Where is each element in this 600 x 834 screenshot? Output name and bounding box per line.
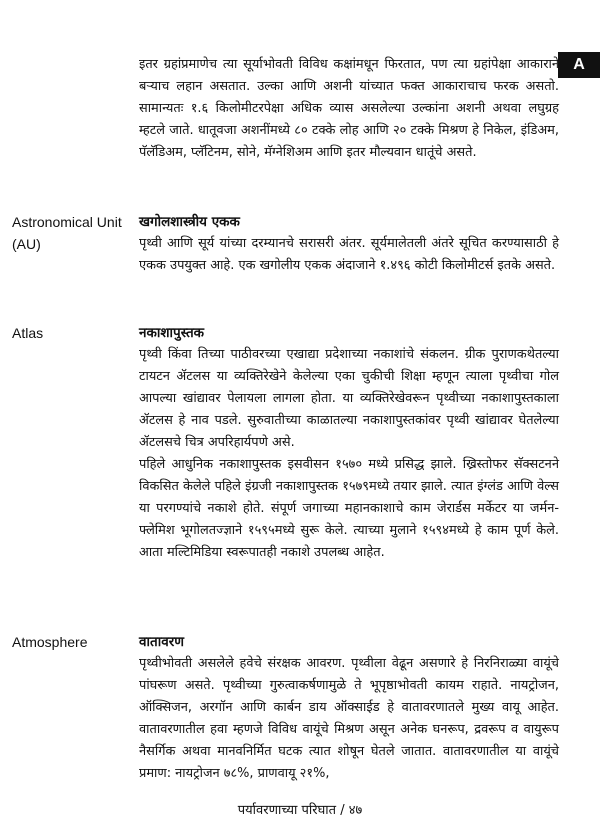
entry-term-atlas: Atlas [12,325,44,341]
entry-paragraph: पृथ्वी किंवा तिच्या पाठीवरच्या एखाद्या प्रदेशाच्या नकाशांचे संकलन. ग्रीक पुराणकथेतल्या टायटन ॲटलस या व्यक्तिरेखेने केलेल्या एका चुकीची शिक्षा म्हणून त्याला पृथ्वीचा गोल आपल्या खांद्यावर पेलायला लागला होता. या व्यक्तिरेखेवरून पृथ्वीच्या नकाशापुस्तकाला ॲटलस हे नाव पडले. सुरुवातीच्या काळातल्या नकाशापुस्तकांवर पृथ्वी खांद्यावर घेतलेल्या ॲटलसचे चित्र अपरिहार्यपणे असे. [139,347,559,450]
footer-book-title: पर्यावरणाच्या परिघात [237,803,337,818]
entry-paragraph: पृथ्वीभोवती असलेले हवेचे संरक्षक आवरण. पृथ्वीला वेढून असणारे हे निरनिराळ्या वायूंचे पांघरूण असते. पृथ्वीच्या गुरुत्वाकर्षणामुळे ते भूपृष्ठाभोवती कायम राहाते. नायट्रोजन, ऑक्सिजन, अरगॉन आणि कार्बन डाय ऑक्साईड हे वातावरणातले मुख्य वायू आहेत. वातावरणातील हवा म्हणजे विविध वायूंचे मिश्रण असून अनेक घनरूप, द्रवरूप व वायुरूप नैसर्गिक अथवा मानवनिर्मित घटक त्यात शोषून घेतले जातात. वातावरणातील या वायूंचे प्रमाण: नायट्रोजन ७८%, प्राणवायू २१%, [139,656,559,781]
entry-term-astronomical-unit: Astronomical Unit (AU) [12,214,122,252]
entry-heading-atlas: नकाशापुस्तक [139,325,205,341]
section-letter-tab [558,52,600,78]
entry-paragraph: पृथ्वी आणि सूर्य यांच्या दरम्यानचे सरासरी अंतर. सूर्यमालेतली अंतरे सूचित करण्यासाठी हे एकक उपयुक्त आहे. एक खगोलीय एकक अंदाजाने १.४९६ कोटी किलोमीटर्स इतके असते. [139,236,559,273]
entry-body-astronomical-unit [139,233,559,277]
footer-separator: / [340,803,345,818]
entry-body-atmosphere [139,653,559,785]
page-footer [0,801,600,821]
entry-heading-atmosphere: वातावरण [139,634,184,650]
section-letter: A [573,56,585,73]
entry-body-atlas [139,344,559,564]
footer-page-number: ४७ [348,803,363,818]
entry-term-atmosphere: Atmosphere [12,634,88,650]
intro-paragraph: इतर ग्रहांप्रमाणेच त्या सूर्याभोवती विविध कक्षांमधून फिरतात, पण त्या ग्रहांपेक्षा आकाराने बऱ्याच लहान असतात. उल्का आणि अशनी यांच्यात फक्त आकाराचाच फरक असतो. सामान्यतः १.६ किलोमीटरपेक्षा अधिक व्यास असलेल्या उल्कांना अशनी अथवा लघुग्रह म्हटले जाते. धातूवजा अशनींमध्ये ८० टक्के लोह आणि २० टक्के मिश्रण हे निकेल, इंडिअम, पॅलॅडिअम, प्लॅटिनम, सोने, मॅग्नेशिअम आणि इतर मौल्यवान धातूंचे असते. [139,57,559,160]
entry-paragraph: पहिले आधुनिक नकाशापुस्तक इसवीसन १५७० मध्ये प्रसिद्ध झाले. ख्रिस्तोफर सॅक्सटनने विकसित केलेले पहिले इंग्रजी नकाशापुस्तक १५७९मध्ये तयार झाले. त्यात इंग्लंड आणि वेल्स या परगण्यांचे नकाशे होते. संपूर्ण जगाच्या महानकाशाचे काम जेरार्डस मर्केटर या जर्मन-फ्लेमिश भूगोलतज्ज्ञाने १५९५मध्ये सुरू केले. त्याच्या मुलाने १५९४मध्ये हे काम पूर्ण केले. आता मल्टिमिडिया स्वरूपातही नकाशे उपलब्ध आहेत. [139,457,559,560]
entry-heading-astronomical-unit: खगोलशास्त्रीय एकक [139,214,240,230]
